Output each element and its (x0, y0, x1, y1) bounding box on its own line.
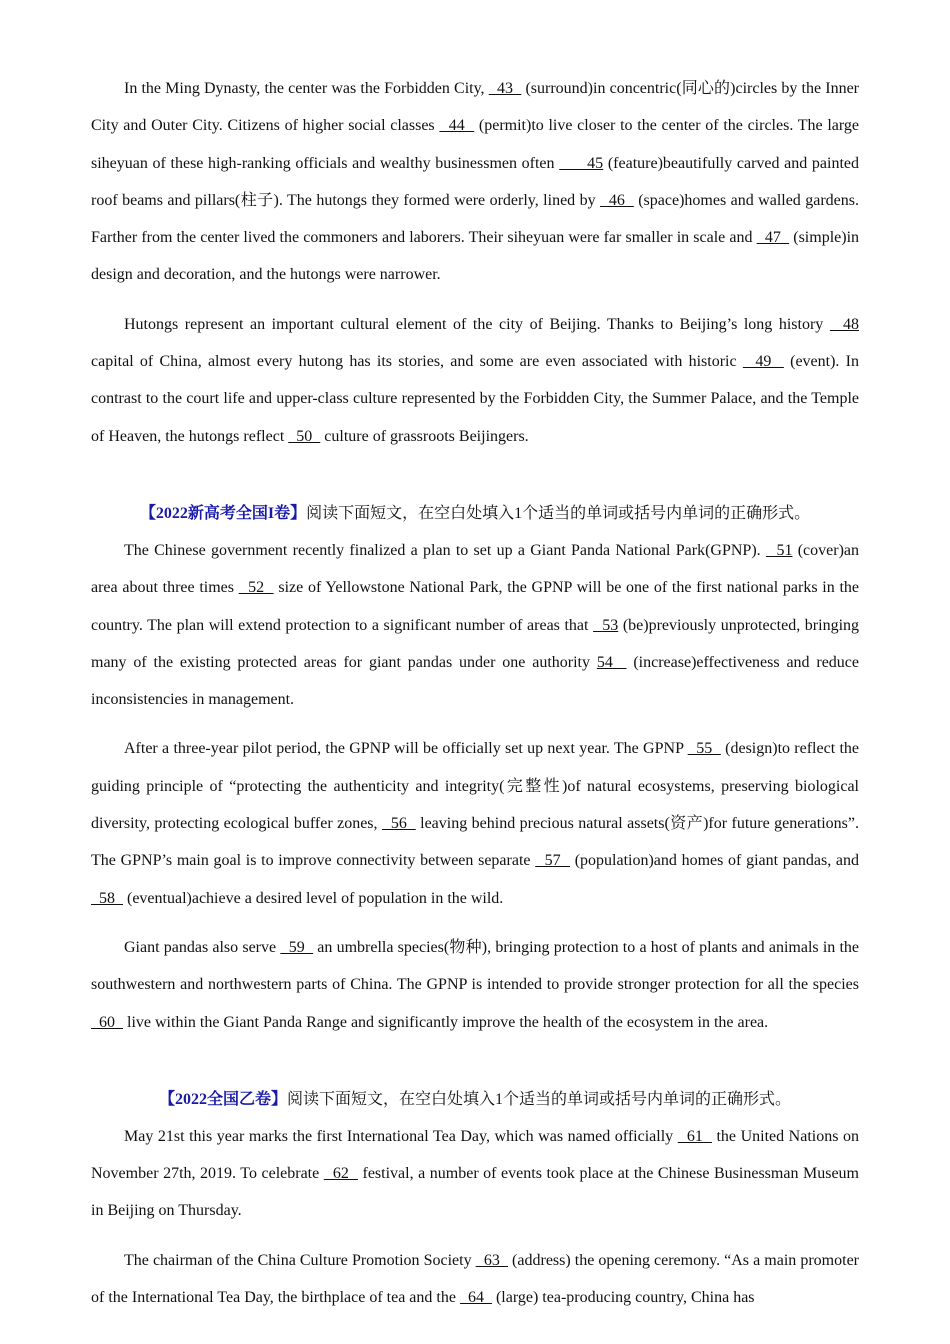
paragraph-text: (design)to reflect the guiding principle of “protecting the authenticity and integrity(完整性)of natural ecosystems, preserving biological diversity, protecting ecological buffer zones, (91, 740, 859, 833)
answer-blank: 49 (742, 353, 784, 371)
answer-blank: 44 (439, 117, 475, 135)
paragraph (91, 70, 859, 294)
answer-blank: 57 (535, 852, 570, 870)
paragraph-text: (be)previously unprotected, bringing many of the existing protected areas for giant pandas under one authority (91, 616, 860, 671)
answer-blank: 63 (475, 1251, 508, 1269)
answer-blank: 48 (829, 315, 859, 333)
paragraph (91, 306, 859, 455)
paragraph-text: size of Yellowstone National Park, the GPNP will be one of the first national parks in the country. The plan will extend protection to a significant number of areas that (91, 579, 860, 634)
answer-blank: 61 (677, 1127, 712, 1145)
answer-blank: 59 (280, 938, 314, 956)
answer-blank: 43 (488, 80, 522, 97)
paragraph-text: live within the Giant Panda Range and significantly improve the health of the ecosystem in the area. (123, 1013, 769, 1031)
answer-blank: 53 (593, 616, 619, 634)
paragraph-text: (event). In contrast to the court life and upper-class culture represented by the Forbidden City, the Summer Palace, and the Temple of Heaven, the hutongs reflect (91, 353, 860, 445)
paragraph (91, 730, 859, 916)
paragraph-text: The chairman of the China Culture Promotion Society (124, 1251, 476, 1269)
paragraph (91, 532, 859, 718)
paragraph-text: the United Nations on November 27th, 2019. To celebrate (91, 1127, 860, 1183)
paragraph (91, 929, 859, 1041)
document-page (91, 70, 859, 1316)
instruction-text: 阅读下面短文，在空白处填入1个适当的单词或括号内单词的正确形式。 (287, 1090, 792, 1108)
paragraph-text: (surround)in concentric(同心的)circles by the Inner City and Outer City. Citizens of higher social classes (91, 80, 859, 135)
answer-blank: 58 (91, 889, 123, 907)
paragraph-text: (feature)beautifully carved and painted roof beams and pillars(柱子). The hutongs they formed were orderly, lined by (91, 154, 860, 209)
paragraph-text: (large) tea-producing country, China has (491, 1289, 755, 1307)
paragraph-text: leaving behind precious natural assets(资产)for future generations”. The GPNP’s main goal is to improve connectivity between separate (91, 815, 859, 870)
passage-giant-panda (91, 495, 859, 1041)
paragraph-text: (cover)an area about three times (91, 541, 860, 597)
paragraph-text: capital of China, almost every hutong has its stories, and some are even associated with historic (91, 353, 743, 371)
answer-blank: 54 (596, 653, 627, 671)
paragraph-text: (eventual)achieve a desired level of population in the wild. (123, 889, 504, 907)
paragraph-text: The Chinese government recently finalized a plan to set up a Giant Panda National Park(GPNP). (124, 541, 766, 559)
paragraph-text: culture of grassroots Beijingers. (320, 427, 529, 445)
paragraph-text: In the Ming Dynasty, the center was the Forbidden City, (124, 80, 489, 97)
answer-blank: 62 (323, 1165, 358, 1183)
answer-blank: 64 (459, 1289, 492, 1307)
answer-blank: 45 (559, 154, 604, 172)
instruction-text: 阅读下面短文，在空白处填入1个适当的单词或括号内单词的正确形式。 (306, 504, 811, 522)
answer-blank: 55 (687, 740, 721, 758)
answer-blank: 56 (381, 815, 416, 833)
paragraph-text: (address) the opening ceremony. “As a main promoter of the International Tea Day, the birthplace of tea and the (91, 1251, 860, 1307)
answer-blank: 60 (91, 1013, 123, 1031)
paragraph-text: Hutongs represent an important cultural element of the city of Beijing. Thanks to Beijing’s long history (124, 315, 830, 333)
exam-source-tag: 【2022全国乙卷】 (158, 1090, 287, 1108)
passage-hutongs (91, 70, 859, 455)
paragraph-text: festival, a number of events took place at the Chinese Businessman Museum in Beijing on Thursday. (91, 1165, 859, 1220)
paragraph-text: (increase)effectiveness and reduce inconsistencies in management. (91, 653, 860, 709)
answer-blank: 46 (600, 191, 634, 209)
paragraph-text: (permit)to live closer to the center of the circles. The large siheyuan of these high-ranking officials and wealthy businessmen often (91, 117, 860, 172)
paragraph-text: Giant pandas also serve (124, 938, 281, 956)
paragraph-text: After a three-year pilot period, the GPNP will be officially set up next year. The GPNP (124, 740, 688, 758)
paragraph (91, 1118, 859, 1230)
paragraph-text: May 21st this year marks the first International Tea Day, which was named officially (124, 1127, 678, 1145)
answer-blank: 47 (756, 229, 790, 247)
passage-tea-day (91, 1081, 859, 1316)
paragraph-text: (simple)in design and decoration, and the hutongs were narrower. (91, 229, 860, 284)
answer-blank: 51 (765, 541, 793, 559)
answer-blank: 50 (288, 427, 321, 445)
section-heading (91, 495, 859, 532)
paragraph (91, 1242, 859, 1317)
section-heading (91, 1081, 859, 1118)
paragraph-text: an umbrella species(物种), bringing protection to a host of plants and animals in the southwestern and northwestern parts of China. The GPNP is intended to provide stronger protection for all the species (91, 938, 860, 994)
exam-source-tag: 【2022新高考全国I卷】 (139, 504, 307, 522)
paragraph-text: (space)homes and walled gardens. Farther from the center lived the commoners and laborers. Their siheyuan were far smaller in scale and (91, 191, 860, 247)
paragraph-text: (population)and homes of giant pandas, and (570, 852, 860, 870)
answer-blank: 52 (238, 579, 274, 597)
